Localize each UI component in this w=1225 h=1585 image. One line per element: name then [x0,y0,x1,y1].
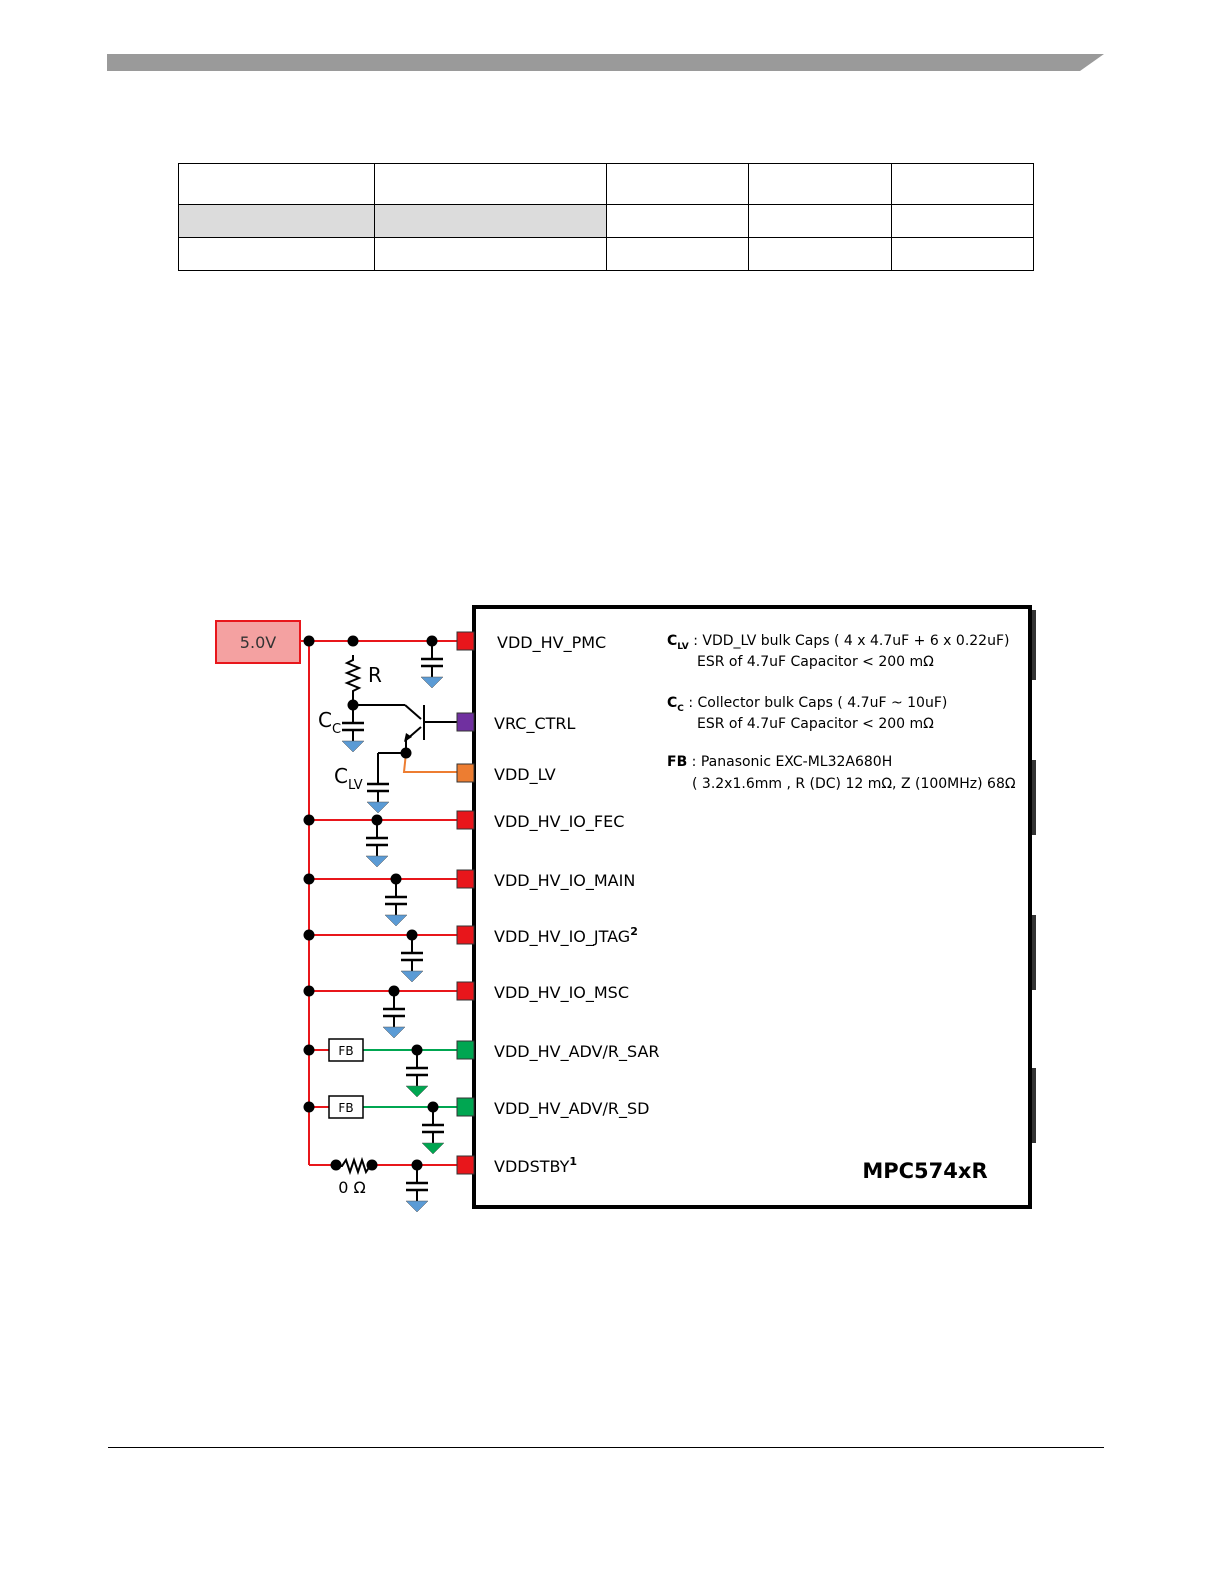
table-cell [892,164,1034,205]
pin-marker [457,1156,474,1174]
ground-icon [385,915,407,926]
header-stripe [107,54,1104,71]
pin-marker [457,982,474,1000]
pin-marker [457,926,474,944]
pin-marker [457,764,474,782]
table-cell [607,164,749,205]
junction-dot [412,1045,423,1056]
junction-dot [367,1160,378,1171]
ground-icon [406,1086,428,1097]
spec-table [178,163,1034,271]
cc-label: $C_C$ [318,708,342,737]
table-cell [892,205,1034,238]
ground-icon [367,802,389,813]
table-cell [179,205,375,238]
table-cell [375,164,607,205]
junction-dot [389,986,400,997]
table-cell [607,238,749,271]
fb-label: FB [338,1044,354,1058]
table-cell [179,164,375,205]
junction-dot [331,1160,342,1171]
junction-dot [372,815,383,826]
pin-marker [457,632,474,650]
note-clv-line1: $C_{LV}$ : VDD_LV bulk Caps ( 4 x 4.7uF + 6 x 0.22uF) [667,633,1010,652]
junction-dot [348,700,359,711]
junction-dot [304,636,315,647]
junction-dot [428,1102,439,1113]
table-cell [179,238,375,271]
table-header-row [179,164,1034,205]
table-row [179,205,1034,238]
pin-label: VDD_HV_IO_MAIN [494,871,636,890]
pin-marker [457,1041,474,1059]
ground-icon [342,741,364,752]
note-clv-line2: ESR of 4.7uF Capacitor < 200 mΩ [697,654,934,670]
table-row [179,238,1034,271]
resistor-r [347,655,359,705]
junction-dot [304,986,315,997]
ground-icon [401,971,423,982]
pin-marker [457,1098,474,1116]
ground-icon [406,1201,428,1212]
table-cell [607,205,749,238]
junction-dot [391,874,402,885]
pin-label: VDD_HV_IO_JTAG$^2$ [494,925,638,946]
junction-dot [412,1160,423,1171]
fb-label: FB [338,1101,354,1115]
table-cell [749,205,892,238]
chip-edge-marks [1032,610,1036,1143]
power-schematic [0,590,1225,1240]
header-bar [0,0,1225,80]
ground-icon [366,856,388,867]
junction-dot [304,874,315,885]
table-cell [892,238,1034,271]
ground-icon [421,677,443,688]
footer-rule [108,1447,1104,1448]
junction-dot [348,636,359,647]
note-fb-line2: ( 3.2x1.6mm , R (DC) 12 mΩ, Z (100MHz) 68Ω [692,776,1016,792]
note-cc-line1: $C_C$ : Collector bulk Caps ( 4.7uF ~ 10uF) [667,695,948,714]
capacitors [342,641,444,1212]
junction-dot [304,815,315,826]
supply-label: 5.0V [239,633,277,652]
pin-label: VDD_HV_ADV/R_SD [494,1099,650,1118]
junction-dot [304,1102,315,1113]
table-cell [375,238,607,271]
pin-marker [457,870,474,888]
chip-name: MPC574xR [862,1159,988,1183]
pin-label: VDD_HV_IO_FEC [494,812,625,831]
junction-dot [401,748,412,759]
transistor-arrow [404,733,412,742]
note-cc-line2: ESR of 4.7uF Capacitor < 200 mΩ [697,716,934,732]
junction-dot [304,1045,315,1056]
pin-label: VDD_HV_ADV/R_SAR [494,1042,660,1061]
pin-label: VDD_HV_PMC [497,633,607,652]
ground-icon [422,1143,444,1154]
table-cell [749,164,892,205]
clv-label: $C_{LV}$ [334,764,363,793]
junction-dot [304,930,315,941]
pin-label: VRC_CTRL [494,714,576,733]
pin-label: VDDSTBY$^1$ [494,1155,578,1176]
junction-dot [427,636,438,647]
table-cell [375,205,607,238]
note-fb-line1: FB : Panasonic EXC-ML32A680H [667,754,893,770]
pin-label: VDD_HV_IO_MSC [494,983,630,1002]
ground-icon [383,1027,405,1038]
pin-marker [457,713,474,731]
junction-dot [407,930,418,941]
pin-marker [457,811,474,829]
resistor-label: R [368,663,382,687]
zero-ohm-label: 0 Ω [338,1178,366,1197]
table-cell [749,238,892,271]
pin-label: VDD_LV [494,765,556,784]
